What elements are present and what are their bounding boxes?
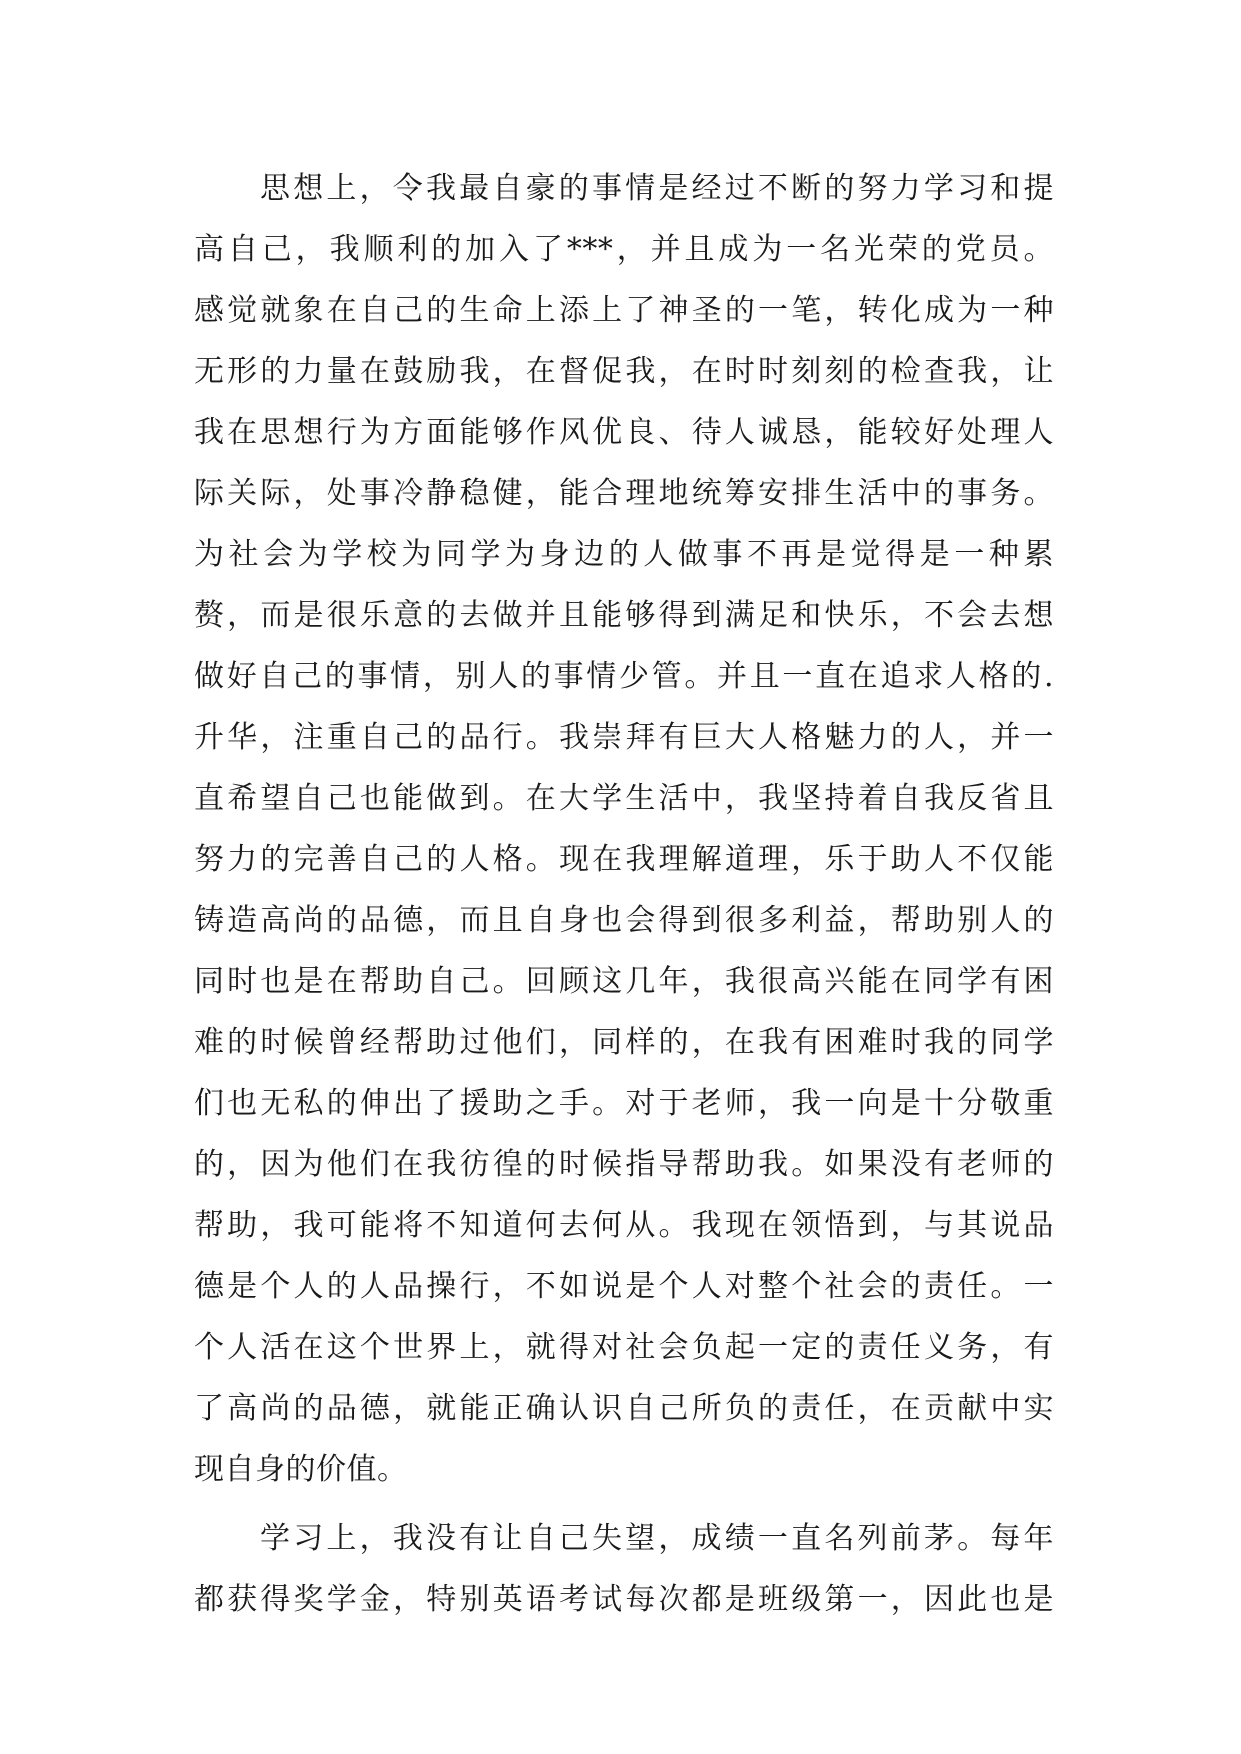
paragraph-spacer xyxy=(194,1500,1054,1508)
paragraph-line: 现自身的价值。 xyxy=(194,1452,408,1487)
paragraph-line: 做好自己的事情，别人的事情少管。并且一直在追求人格的. xyxy=(194,659,1054,694)
paragraph-line: 思想上，令我最自豪的事情是经过不断的努力学习和提 xyxy=(260,171,1054,206)
paragraph-line: 都获得奖学金，特别英语考试每次都是班级第一，因此也是 xyxy=(194,1582,1054,1617)
paragraph-line: 感觉就象在自己的生命上添上了神圣的一笔，转化成为一种 xyxy=(194,293,1054,328)
paragraph-line: 了高尚的品德，就能正确认识自己所负的责任，在贡献中实 xyxy=(194,1391,1054,1426)
paragraph-line: 我在思想行为方面能够作风优良、待人诚恳，能较好处理人 xyxy=(194,415,1054,450)
paragraph-line: 们也无私的伸出了援助之手。对于老师，我一向是十分敬重 xyxy=(194,1086,1054,1121)
paragraph-line: 高自己，我顺利的加入了***，并且成为一名光荣的党员。 xyxy=(194,232,1054,267)
paragraph-line: 为社会为学校为同学为身边的人做事不再是觉得是一种累 xyxy=(194,537,1054,572)
body-text xyxy=(194,158,1054,1630)
paragraph-line: 无形的力量在鼓励我，在督促我，在时时刻刻的检查我，让 xyxy=(194,354,1054,389)
paragraph-line: 直希望自己也能做到。在大学生活中，我坚持着自我反省且 xyxy=(194,781,1054,816)
paragraph-line: 铸造高尚的品德，而且自身也会得到很多利益，帮助别人的 xyxy=(194,903,1054,938)
paragraph-line: 赘，而是很乐意的去做并且能够得到满足和快乐，不会去想 xyxy=(194,598,1054,633)
paragraph-ideology xyxy=(194,158,1054,1500)
paragraph-line: 学习上，我没有让自己失望，成绩一直名列前茅。每年 xyxy=(260,1521,1054,1556)
paragraph-line: 努力的完善自己的人格。现在我理解道理，乐于助人不仅能 xyxy=(194,842,1054,877)
paragraph-line: 德是个人的人品操行，不如说是个人对整个社会的责任。一 xyxy=(194,1269,1054,1304)
paragraph-line: 个人活在这个世界上，就得对社会负起一定的责任义务，有 xyxy=(194,1330,1054,1365)
paragraph-line: 的，因为他们在我彷徨的时候指导帮助我。如果没有老师的 xyxy=(194,1147,1054,1182)
paragraph-line: 同时也是在帮助自己。回顾这几年，我很高兴能在同学有困 xyxy=(194,964,1054,999)
paragraph-line: 帮助，我可能将不知道何去何从。我现在领悟到，与其说品 xyxy=(194,1208,1054,1243)
paragraph-line: 升华，注重自己的品行。我崇拜有巨大人格魅力的人，并一 xyxy=(194,720,1054,755)
paragraph-line: 难的时候曾经帮助过他们，同样的，在我有困难时我的同学 xyxy=(194,1025,1054,1060)
paragraph-study xyxy=(194,1508,1054,1630)
paragraph-line: 际关际，处事冷静稳健，能合理地统筹安排生活中的事务。 xyxy=(194,476,1054,511)
